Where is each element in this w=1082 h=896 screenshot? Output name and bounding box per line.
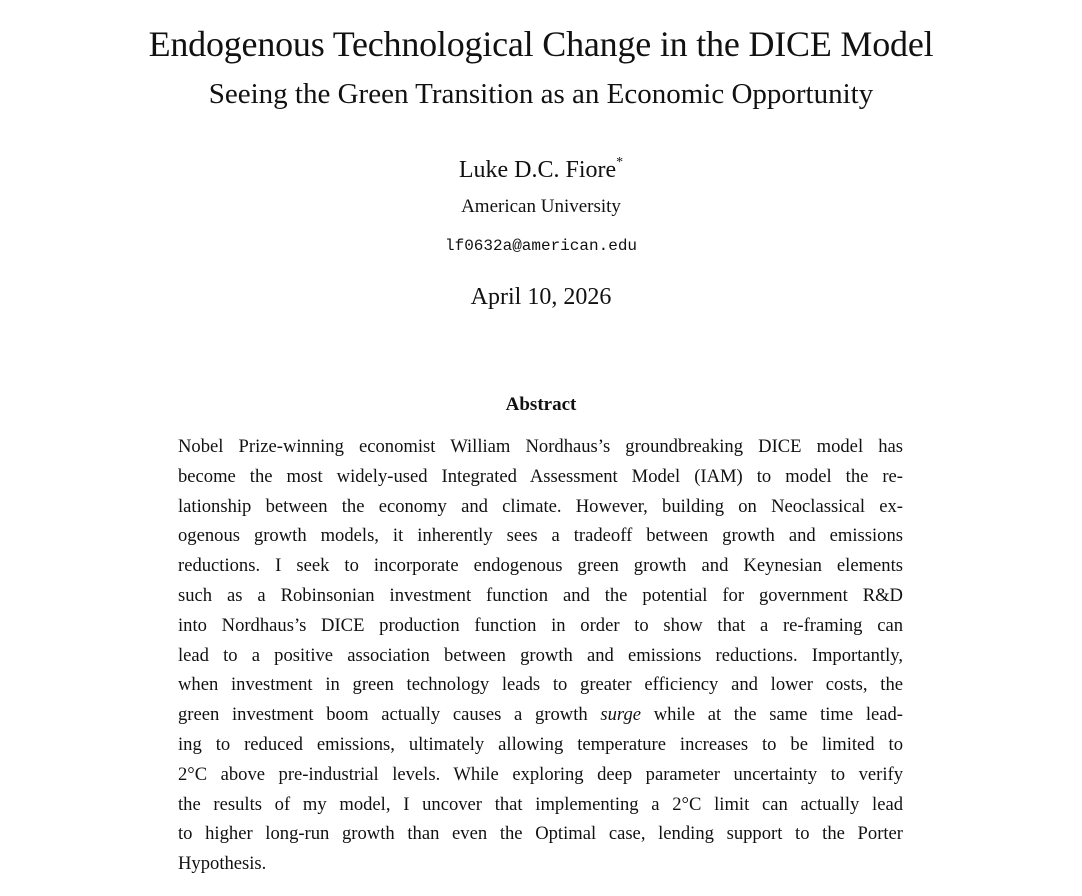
author-affiliation: American University (461, 196, 621, 217)
abstract-line: ogenous growth models, it inherently sees a tradeoff between growth and emissions (178, 525, 903, 547)
abstract-line: to higher long-run growth than even the Optimal case, lending support to the Porter (178, 823, 903, 845)
author-name (0, 150, 1082, 185)
paper-date: April 10, 2026 (470, 284, 612, 310)
abstract-line: ing to reduced emissions, ultimately allowing temperature increases to be limited to (178, 733, 903, 755)
abstract-body (178, 432, 903, 879)
paper-subtitle: Seeing the Green Transition as an Economic Opportunity (208, 78, 874, 110)
abstract-line: become the most widely-used Integrated Assessment Model (IAM) to model the re- (178, 465, 903, 487)
abstract-line: into Nordhaus’s DICE production function in order to show that a re-framing can (178, 614, 903, 636)
abstract-line: Hypothesis. (178, 853, 267, 875)
author-footnote-mark: * (616, 155, 624, 170)
abstract-emphasis: surge (600, 704, 642, 726)
abstract-line: Nobel Prize-winning economist William Nordhaus’s groundbreaking DICE model has (178, 436, 903, 457)
abstract-line: the results of my model, I uncover that implementing a 2°C limit can actually lead (178, 793, 903, 815)
abstract-line: lead to a positive association between growth and emissions reductions. Importantly, (178, 644, 903, 666)
abstract-line: lationship between the economy and climate. However, building on Neoclassical ex- (178, 495, 903, 517)
paper-title: Endogenous Technological Change in the DICE Model (148, 24, 934, 64)
abstract-text: while at the same time lead- (641, 704, 904, 726)
abstract-line: reductions. I seek to incorporate endogenous green growth and Keynesian elements (178, 555, 903, 577)
author-name-text: Luke D.C. Fiore (458, 157, 617, 183)
abstract-line (178, 700, 903, 730)
abstract-heading: Abstract (505, 394, 577, 415)
author-email: lf0632a@american.edu (444, 237, 638, 255)
abstract-text: green investment boom actually causes a growth (178, 704, 601, 726)
abstract-line: 2°C above pre-industrial levels. While exploring deep parameter uncertainty to verify (178, 763, 903, 785)
abstract-line: when investment in green technology leads to greater efficiency and lower costs, the (178, 674, 903, 696)
abstract-line: such as a Robinsonian investment function and the potential for government R&D (178, 584, 903, 606)
